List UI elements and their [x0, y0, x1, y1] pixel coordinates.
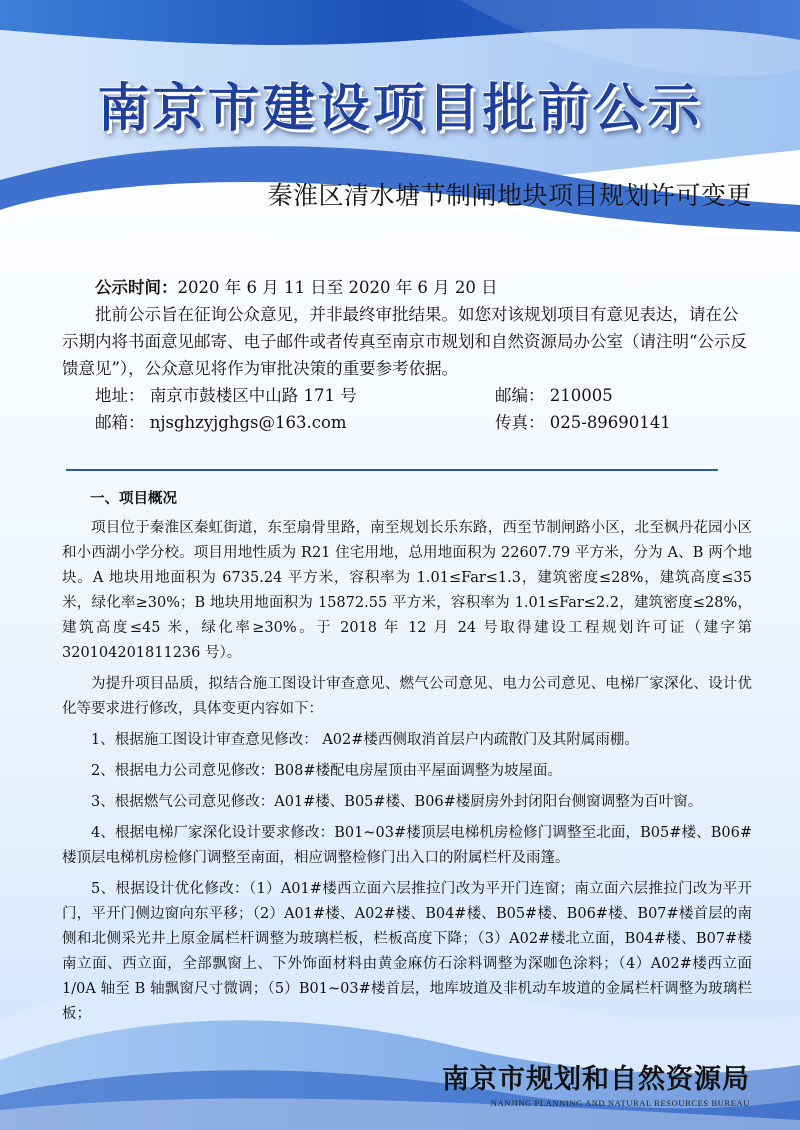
- paragraph-change-1: 1、根据施工图设计审查意见修改： A02#楼西侧取消首层户内疏散门及其附属雨棚。: [91, 732, 639, 748]
- paragraph-change-5: 5、根据设计优化修改：（1）A01#楼西立面六层推拉门改为平开门连窗；南立面六层推拉门改为平开门，平开门侧边窗向东平移；（2）A01#楼、A02#楼、B04#楼、B05#楼、B06#楼、B07#楼首层的南侧和北侧采光井上原金属栏杆调整为玻璃栏板，栏板高度下降；（3）A02#楼北立面，B04#楼、B07#楼南立面、西立面，全部飘窗上、下外饰面材料由黄金麻仿石涂料调整为深咖色涂料；（4）A02#楼西立面 1/0A 轴至 B 轴飘窗尺寸微调；（5）B01~03#楼首层，地库坡道及非机动车坡道的金属栏杆调整为玻璃栏板；: [62, 881, 752, 1022]
- section-title: 一、项目概况: [90, 491, 177, 507]
- org-name-cn: 南京市规划和自然资源局: [442, 1064, 750, 1095]
- project-overview: [62, 487, 752, 1033]
- paragraph-overview: 项目位于秦淮区秦虹街道，东至扇骨里路，南至规划长乐东路，西至节制闸路小区，北至枫丹花园小区和小西湖小学分校。项目用地性质为 R21 住宅用地，总用地面积为 22607.79 平方米，分为 A、B 两个地块。A 地块用地面积为 6735.24 平方米，容积率为 1.01≤Far≤1.3，建筑密度≤28%，建筑高度≤35 米，绿化率≥30%；B 地块用地面积为 15872.55 平方米，容积率为 1.01≤Far≤2.2，建筑密度≤28%，建筑高度≤45 米，绿化率≥30%。于 2018 年 12 月 24 号取得建设工程规划许可证（建字第 320104201811236 号）。: [62, 520, 752, 661]
- main-title: 南京市建设项目批前公示: [97, 78, 703, 139]
- notice-intro: 批前公示旨在征询公众意见，并非最终审批结果。如您对该规划项目有意见表达，请在公示期内将书面意见邮寄、电子邮件或者传真至南京市规划和自然资源局办公室（请注明“公示反馈意见”），公众意见将作为审批决策的重要参考依据。: [62, 305, 747, 378]
- paragraph-change-intro: 为提升项目品质，拟结合施工图设计审查意见、燃气公司意见、电力公司意见、电梯厂家深化、设计优化等要求进行修改，具体变更内容如下：: [62, 676, 752, 717]
- paragraph-change-3: 3、根据燃气公司意见修改：A01#楼、B05#楼、B06#楼厨房外封闭阳台侧窗调整为百叶窗。: [91, 794, 703, 810]
- org-name-en: NANJING PLANNING AND NATURAL RESOURCES BUREAU: [490, 1098, 750, 1108]
- sub-title: 秦淮区清水塘节制闸地块项目规划许可变更: [267, 181, 752, 210]
- contact-row-1: [62, 382, 752, 409]
- notice-time-line: [62, 274, 752, 301]
- notice-time-value: 2020 年 6 月 11 日至 2020 年 6 月 20 日: [177, 278, 498, 297]
- postcode-text: 邮编： 210005: [495, 386, 613, 405]
- notice-block: [62, 274, 752, 436]
- contact-row-2: [62, 409, 752, 436]
- email-text: 邮箱： njsghzyjghgs@163.com: [95, 413, 347, 432]
- paragraph-change-2: 2、根据电力公司意见修改：B08#楼配电房屋顶由平屋面调整为坡屋面。: [91, 763, 562, 779]
- address-text: 地址： 南京市鼓楼区中山路 171 号: [95, 386, 357, 405]
- divider-line: [66, 469, 718, 471]
- footer-organization: [442, 1057, 750, 1108]
- fax-text: 传真： 025-89690141: [495, 413, 671, 432]
- paragraph-change-4: 4、根据电梯厂家深化设计要求修改：B01~03#楼顶层电梯机房检修门调整至北面，B05#楼、B06#楼顶层电梯机房检修门调整至南面，相应调整检修门出入口的附属栏杆及雨篷。: [62, 825, 752, 866]
- notice-time-label: 公示时间：: [95, 278, 178, 297]
